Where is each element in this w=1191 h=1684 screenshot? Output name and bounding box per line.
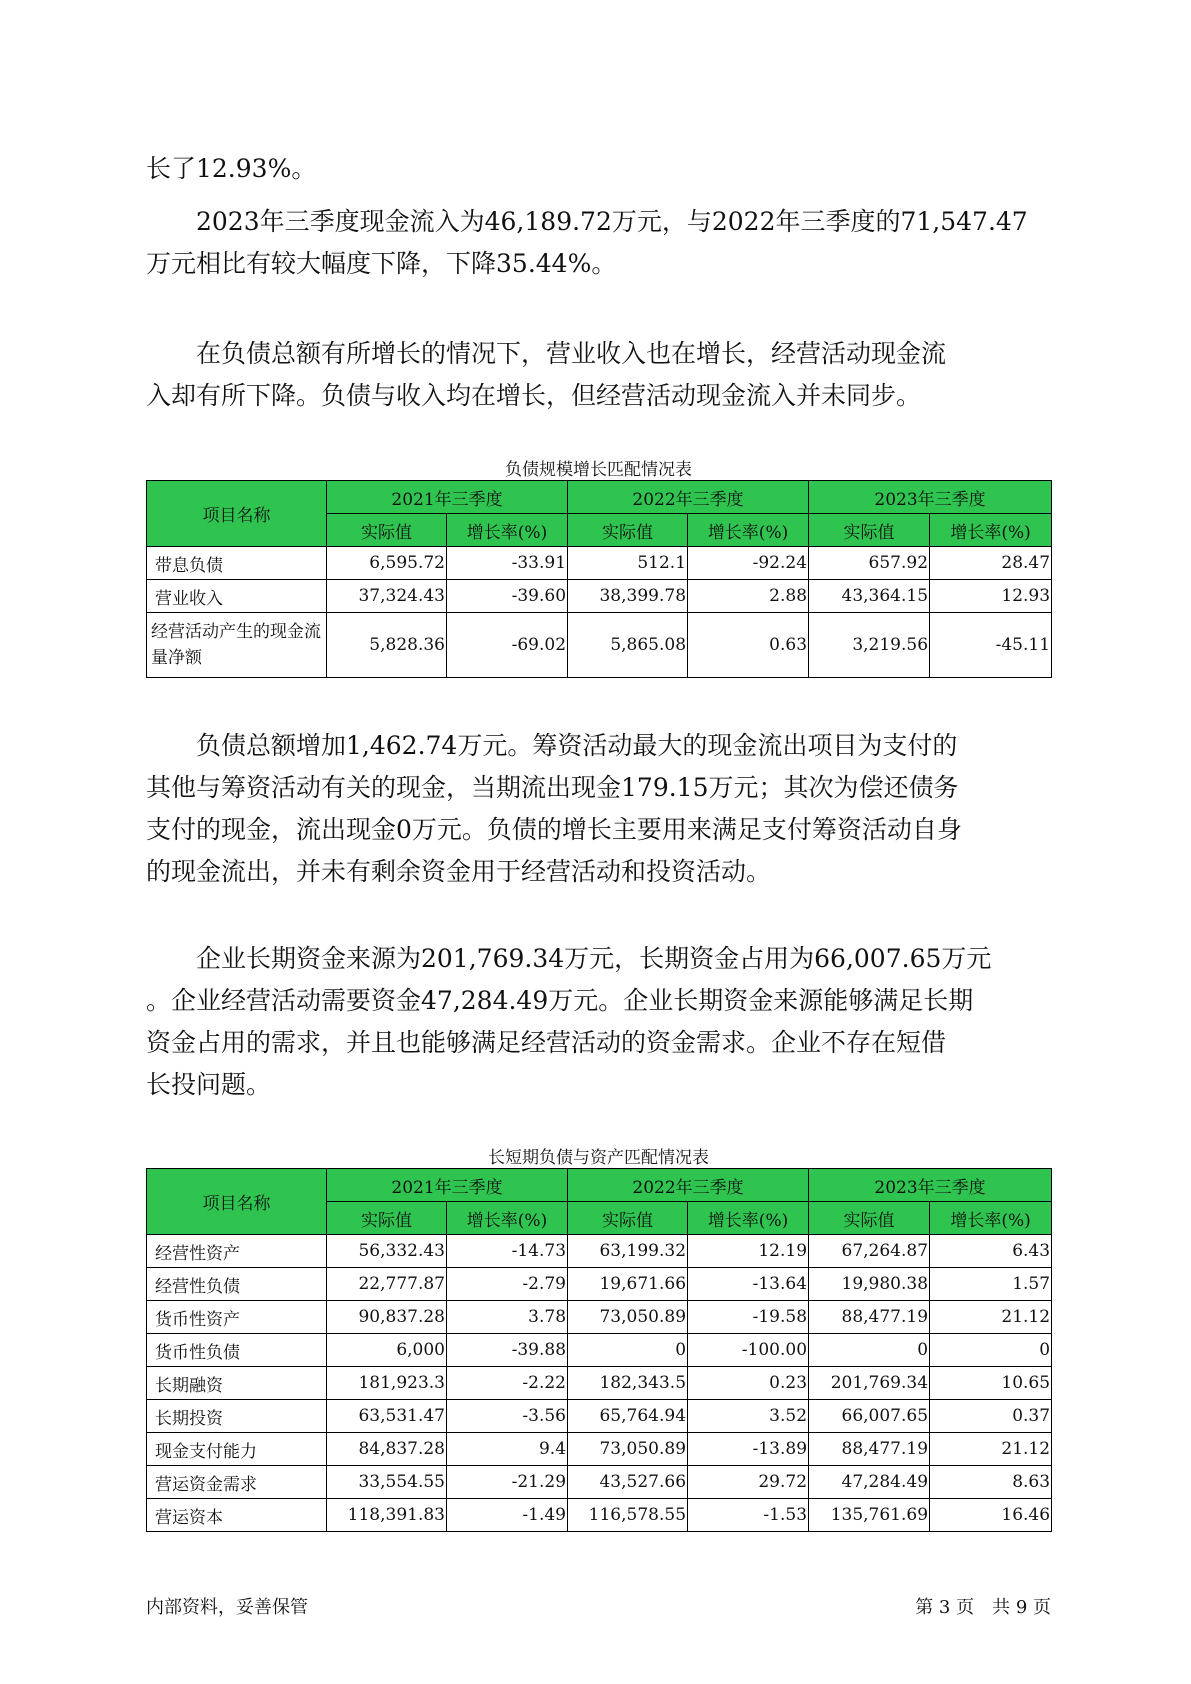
table-row	[147, 1499, 1052, 1532]
cell: 73,050.89	[568, 1433, 688, 1466]
header-actual: 实际值	[809, 514, 930, 547]
cell: 63,531.47	[327, 1400, 447, 1433]
cell: 0	[930, 1334, 1052, 1367]
cell: 9.4	[447, 1433, 568, 1466]
paragraph-line: 。企业经营活动需要资金47,284.49万元。企业长期资金来源能够满足长期	[146, 986, 974, 1015]
cell: 37,324.43	[327, 580, 447, 613]
cell: 65,764.94	[568, 1400, 688, 1433]
paragraph-line: 资金占用的需求，并且也能够满足经营活动的资金需求。企业不存在短借	[146, 1028, 947, 1057]
cell: 3.78	[447, 1301, 568, 1334]
cell: 43,527.66	[568, 1466, 688, 1499]
header-growth: 增长率(%)	[447, 1202, 568, 1235]
cell: 3,219.56	[809, 613, 930, 678]
paragraph-1	[146, 148, 1051, 190]
cell: 10.65	[930, 1367, 1052, 1400]
paragraph-line: 其他与筹资活动有关的现金，当期流出现金179.15万元；其次为偿还债务	[146, 773, 959, 802]
header-period: 2021年三季度	[327, 1169, 568, 1202]
header-actual: 实际值	[568, 1202, 688, 1235]
table-caption: 负债规模增长匹配情况表	[505, 460, 692, 480]
cell: 0	[809, 1334, 930, 1367]
header-growth: 增长率(%)	[930, 514, 1052, 547]
row-name: 营运资金需求	[147, 1466, 327, 1499]
paragraph-line: 万元相比有较大幅度下降，下降35.44%。	[146, 249, 617, 278]
header-growth: 增长率(%)	[930, 1202, 1052, 1235]
cell: 16.46	[930, 1499, 1052, 1532]
cell: -39.88	[447, 1334, 568, 1367]
cell: 0.37	[930, 1400, 1052, 1433]
cell: -13.89	[688, 1433, 809, 1466]
row-name: 现金支付能力	[147, 1433, 327, 1466]
paragraph-3	[146, 333, 1051, 417]
cell: 63,199.32	[568, 1235, 688, 1268]
liability-asset-match-table	[146, 1168, 1052, 1532]
cell: 181,923.3	[327, 1367, 447, 1400]
cell: 22,777.87	[327, 1268, 447, 1301]
cell: 88,477.19	[809, 1433, 930, 1466]
paragraph-line: 长了12.93%。	[146, 154, 317, 183]
cell: 56,332.43	[327, 1235, 447, 1268]
row-name: 长期投资	[147, 1400, 327, 1433]
cell: -33.91	[447, 547, 568, 580]
header-period: 2021年三季度	[327, 481, 568, 514]
cell: 28.47	[930, 547, 1052, 580]
cell: -21.29	[447, 1466, 568, 1499]
table-row	[147, 1433, 1052, 1466]
footer-confidential-note: 内部资料，妥善保管	[146, 1597, 308, 1618]
cell: 135,761.69	[809, 1499, 930, 1532]
cell: 5,865.08	[568, 613, 688, 678]
header-item-name: 项目名称	[147, 1169, 327, 1235]
cell: 90,837.28	[327, 1301, 447, 1334]
cell: 43,364.15	[809, 580, 930, 613]
table-header-row	[147, 1169, 1052, 1202]
cell: -2.22	[447, 1367, 568, 1400]
table-row	[147, 580, 1052, 613]
header-growth: 增长率(%)	[447, 514, 568, 547]
cell: 1.57	[930, 1268, 1052, 1301]
cell: 116,578.55	[568, 1499, 688, 1532]
paragraph-4	[146, 725, 1051, 893]
paragraph-line: 的现金流出，并未有剩余资金用于经营活动和投资活动。	[146, 857, 772, 886]
paragraph-line: 支付的现金，流出现金0万元。负债的增长主要用来满足支付筹资活动自身	[146, 815, 962, 844]
cell: 33,554.55	[327, 1466, 447, 1499]
table-row	[147, 547, 1052, 580]
cell: -13.64	[688, 1268, 809, 1301]
row-name: 长期融资	[147, 1367, 327, 1400]
row-name: 营运资本	[147, 1499, 327, 1532]
header-period: 2023年三季度	[809, 481, 1052, 514]
cell: 0.23	[688, 1367, 809, 1400]
table-row	[147, 1268, 1052, 1301]
cell: 29.72	[688, 1466, 809, 1499]
cell: 19,980.38	[809, 1268, 930, 1301]
paragraph-line: 长投问题。	[146, 1070, 272, 1099]
cell: 5,828.36	[327, 613, 447, 678]
cell: 0	[568, 1334, 688, 1367]
cell: 84,837.28	[327, 1433, 447, 1466]
row-name: 经营性负债	[147, 1268, 327, 1301]
row-name: 货币性负债	[147, 1334, 327, 1367]
cell: 3.52	[688, 1400, 809, 1433]
cell: 0.63	[688, 613, 809, 678]
paragraph-2	[146, 201, 1051, 285]
header-period: 2023年三季度	[809, 1169, 1052, 1202]
paragraph-line: 在负债总额有所增长的情况下，营业收入也在增长，经营活动现金流	[196, 339, 947, 368]
cell: 512.1	[568, 547, 688, 580]
debt-scale-table	[146, 480, 1052, 678]
cell: 6,595.72	[327, 547, 447, 580]
cell: -1.49	[447, 1499, 568, 1532]
cell: -3.56	[447, 1400, 568, 1433]
table-row	[147, 613, 1052, 678]
header-actual: 实际值	[809, 1202, 930, 1235]
row-name: 营业收入	[147, 580, 327, 613]
row-name: 经营性资产	[147, 1235, 327, 1268]
cell: -92.24	[688, 547, 809, 580]
table-row	[147, 1367, 1052, 1400]
cell: -69.02	[447, 613, 568, 678]
header-period: 2022年三季度	[568, 481, 809, 514]
header-actual: 实际值	[327, 1202, 447, 1235]
cell: 12.93	[930, 580, 1052, 613]
table-row	[147, 1400, 1052, 1433]
cell: 88,477.19	[809, 1301, 930, 1334]
header-actual: 实际值	[327, 514, 447, 547]
paragraph-line: 企业长期资金来源为201,769.34万元，长期资金占用为66,007.65万元	[196, 944, 992, 973]
cell: 12.19	[688, 1235, 809, 1268]
paragraph-5	[146, 938, 1051, 1106]
cell: -2.79	[447, 1268, 568, 1301]
header-item-name: 项目名称	[147, 481, 327, 547]
row-name: 货币性资产	[147, 1301, 327, 1334]
cell: 73,050.89	[568, 1301, 688, 1334]
cell: 38,399.78	[568, 580, 688, 613]
cell: 118,391.83	[327, 1499, 447, 1532]
cell: -45.11	[930, 613, 1052, 678]
table-row	[147, 1235, 1052, 1268]
row-name: 带息负债	[147, 547, 327, 580]
cell: -19.58	[688, 1301, 809, 1334]
row-name: 经营活动产生的现金流量净额	[147, 613, 327, 678]
footer-page-number: 第 3 页 共 9 页	[915, 1597, 1051, 1618]
cell: 6,000	[327, 1334, 447, 1367]
cell: -100.00	[688, 1334, 809, 1367]
paragraph-line: 2023年三季度现金流入为46,189.72万元，与2022年三季度的71,547.47	[196, 207, 1028, 236]
table-row	[147, 1334, 1052, 1367]
cell: 201,769.34	[809, 1367, 930, 1400]
header-actual: 实际值	[568, 514, 688, 547]
table-row	[147, 1466, 1052, 1499]
cell: 6.43	[930, 1235, 1052, 1268]
table-row	[147, 1301, 1052, 1334]
header-growth: 增长率(%)	[688, 514, 809, 547]
paragraph-line: 入却有所下降。负债与收入均在增长，但经营活动现金流入并未同步。	[146, 381, 922, 410]
cell: 2.88	[688, 580, 809, 613]
cell: 21.12	[930, 1433, 1052, 1466]
cell: -1.53	[688, 1499, 809, 1532]
cell: -14.73	[447, 1235, 568, 1268]
cell: 67,264.87	[809, 1235, 930, 1268]
cell: 8.63	[930, 1466, 1052, 1499]
cell: -39.60	[447, 580, 568, 613]
cell: 19,671.66	[568, 1268, 688, 1301]
table-header-row	[147, 481, 1052, 514]
header-period: 2022年三季度	[568, 1169, 809, 1202]
cell: 21.12	[930, 1301, 1052, 1334]
cell: 657.92	[809, 547, 930, 580]
table-caption: 长短期负债与资产匹配情况表	[488, 1148, 709, 1168]
header-growth: 增长率(%)	[688, 1202, 809, 1235]
cell: 182,343.5	[568, 1367, 688, 1400]
cell: 47,284.49	[809, 1466, 930, 1499]
cell: 66,007.65	[809, 1400, 930, 1433]
paragraph-line: 负债总额增加1,462.74万元。筹资活动最大的现金流出项目为支付的	[196, 731, 958, 760]
